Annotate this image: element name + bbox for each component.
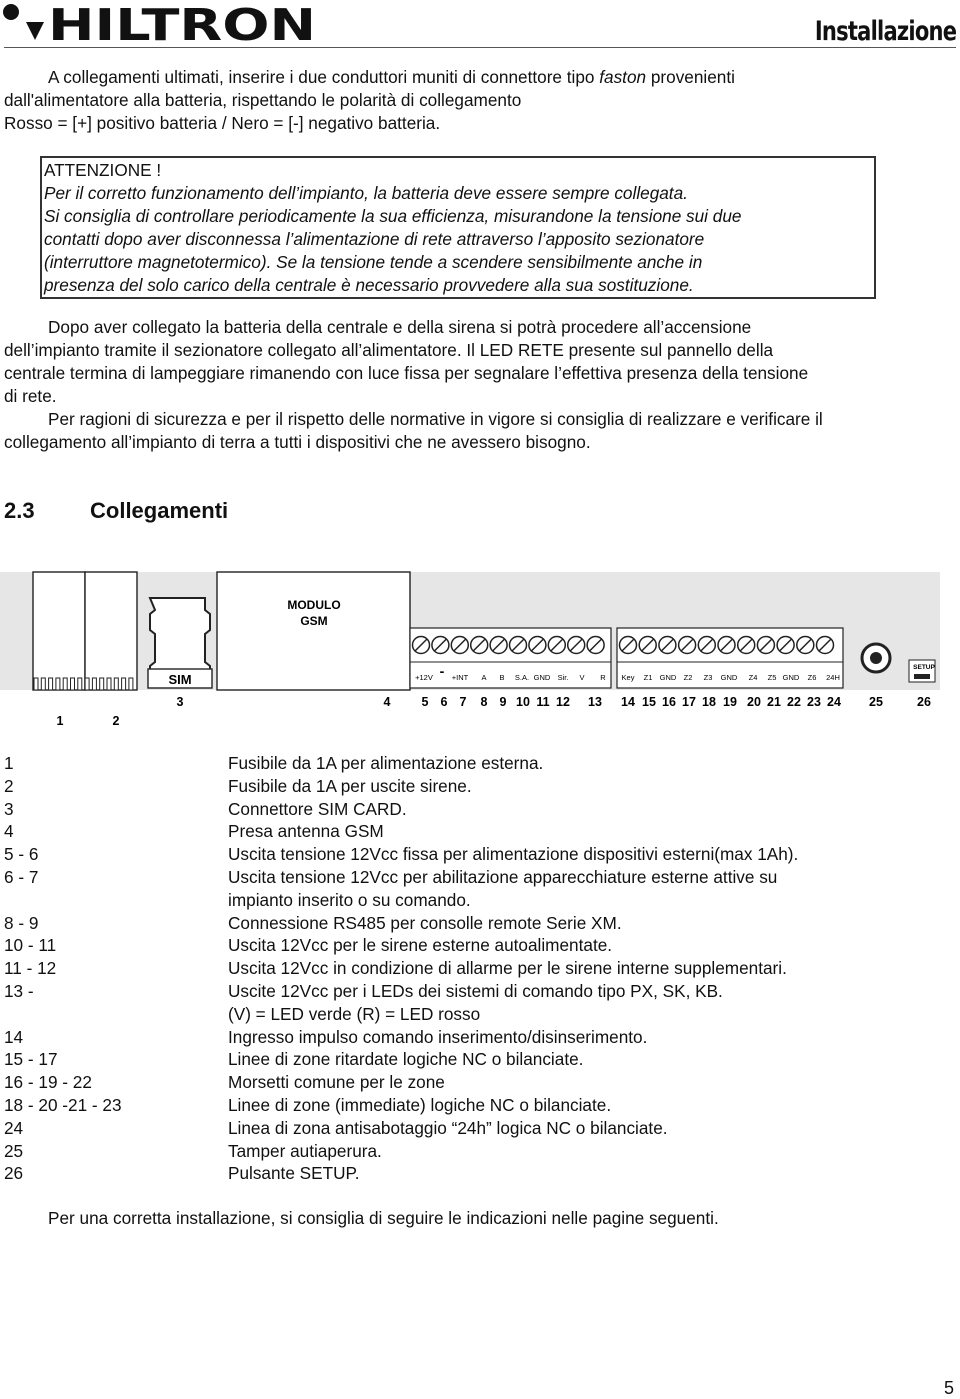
header-rule <box>4 47 956 48</box>
legend-row <box>4 1094 956 1117</box>
intro-paragraph <box>4 66 956 135</box>
fuse-holder-1 <box>33 572 85 690</box>
warning-line: (interruttore magnetotermico). Se la tensione tende a scendere sensibilmente anche in <box>44 252 703 272</box>
terminal-screw-icon <box>471 637 488 654</box>
legend-row <box>4 798 956 821</box>
intro-line-1: A collegamenti ultimati, inserire i due conduttori muniti di connettore tipo faston provenienti <box>48 67 735 87</box>
legend-text: Connessione RS485 per consolle remote Serie XM. <box>228 912 622 933</box>
legend-text: Tamper autiaperura. <box>228 1140 382 1161</box>
fuse-pin <box>78 678 82 690</box>
terminal-screw-icon <box>568 637 585 654</box>
warning-box <box>40 156 876 299</box>
legend-row <box>4 1048 956 1071</box>
terminal-label: B <box>499 673 505 682</box>
terminal-label: Z5 <box>767 673 777 682</box>
body-line: Per ragioni di sicurezza e per il rispetto delle normative in vigore si consiglia di realizzare e verificare il <box>48 409 823 429</box>
component-number: 6 <box>440 695 448 709</box>
terminal-label: GND <box>533 673 551 682</box>
section-heading <box>4 498 228 524</box>
body-line: di rete. <box>4 386 57 406</box>
legend-key: 26 <box>4 1163 24 1184</box>
fuse-pin <box>114 678 118 690</box>
legend-list <box>4 752 956 1185</box>
legend-row <box>4 980 956 1003</box>
legend-key: 16 - 19 - 22 <box>4 1072 92 1093</box>
component-number: 3 <box>176 695 184 709</box>
terminal-label: Z6 <box>807 673 817 682</box>
component-number: 23 <box>807 695 821 709</box>
legend-text: Uscita tensione 12Vcc per abilitazione apparecchiature esterne attive su <box>228 866 778 887</box>
terminal-screw-icon <box>490 637 507 654</box>
terminal-label: V <box>579 673 585 682</box>
terminal-label: GND <box>659 673 677 682</box>
logo-text: HILTRON <box>48 0 316 50</box>
fuse-pin <box>107 678 111 690</box>
legend-key: 3 <box>4 798 14 819</box>
section-number: 2.3 <box>4 498 35 523</box>
logo-triangle-icon <box>26 22 44 40</box>
component-number: 21 <box>767 695 781 709</box>
legend-key: 18 - 20 -21 - 23 <box>4 1094 122 1115</box>
legend-key: 10 - 11 <box>4 935 57 956</box>
gsm-module <box>217 572 410 690</box>
component-number: 26 <box>917 695 931 709</box>
terminal-label: Z4 <box>748 673 758 682</box>
component-number: 15 <box>642 695 656 709</box>
warning-line: Si consiglia di controllare periodicamente la sua efficienza, misurandone la tensione sui due <box>44 206 742 226</box>
gsm-module-label-1: MODULO <box>287 598 341 612</box>
fuse-pin <box>122 678 126 690</box>
terminal-screw-icon <box>659 637 676 654</box>
legend-text: Uscita 12Vcc per le sirene esterne autoalimentate. <box>228 935 613 956</box>
gsm-module-label-2: GSM <box>300 614 328 628</box>
terminal-label: - <box>439 663 445 679</box>
legend-key: 11 - 12 <box>4 958 57 979</box>
body-paragraph-2 <box>4 408 956 454</box>
legend-text: Pulsante SETUP. <box>228 1163 360 1184</box>
legend-key: 15 - 17 <box>4 1049 58 1070</box>
legend-key: 1 <box>4 753 14 773</box>
legend-key: 2 <box>4 775 14 796</box>
warning-line: presenza del solo carico della centrale è necessario provvedere alla sua sostituzione. <box>44 275 694 295</box>
legend-text: Uscite 12Vcc per i LEDs dei sistemi di comando tipo PX, SK, KB. <box>228 980 723 1001</box>
component-number: 9 <box>499 695 507 709</box>
terminal-screw-icon <box>817 637 834 654</box>
legend-key: 14 <box>4 1026 24 1047</box>
fuse-pin <box>129 678 133 690</box>
legend-row <box>4 1071 956 1094</box>
component-number: 11 <box>536 695 550 709</box>
terminal-label: Key <box>621 673 635 682</box>
component-number: 25 <box>869 695 883 709</box>
fuse-pin <box>85 678 89 690</box>
intro-line-2: dall'alimentatore alla batteria, rispettando le polarità di collegamento <box>4 90 522 110</box>
terminal-label: Sir. <box>557 673 569 682</box>
legend-key: 6 - 7 <box>4 866 39 887</box>
legend-text: Presa antenna GSM <box>228 821 384 842</box>
component-number: 14 <box>621 695 635 709</box>
body-line: dell’impianto tramite il sezionatore collegato all’alimentatore. Il LED RETE presente sul pannello della <box>4 340 774 360</box>
terminal-label: S.A. <box>514 673 530 682</box>
body-paragraph-1 <box>4 316 956 408</box>
legend-text: Linea di zona antisabotaggio “24h” logica NC o bilanciate. <box>228 1117 668 1138</box>
terminal-label: GND <box>782 673 800 682</box>
fuse-holder-2 <box>85 572 137 690</box>
legend-text: impianto inserito o su comando. <box>228 889 471 910</box>
legend-text: Fusibile da 1A per uscite sirene. <box>228 775 472 796</box>
legend-row <box>4 752 956 775</box>
fuse-pin <box>34 678 38 690</box>
terminal-label: R <box>600 673 606 682</box>
legend-row <box>4 934 956 957</box>
component-number: 13 <box>588 695 602 709</box>
terminal-screw-icon <box>698 637 715 654</box>
logo-dot-icon <box>3 4 19 20</box>
legend-row <box>4 1162 956 1185</box>
legend-row <box>4 866 956 889</box>
fuse-pin <box>63 678 67 690</box>
page-number: 5 <box>943 1378 954 1398</box>
terminal-screw-icon <box>510 637 527 654</box>
terminal-screw-icon <box>797 637 814 654</box>
warning-title: ATTENZIONE ! <box>44 160 162 180</box>
terminal-label: +INT <box>451 673 469 682</box>
component-number: 1 <box>56 714 64 728</box>
terminal-label: A <box>481 673 487 682</box>
hiltron-logo <box>0 0 320 50</box>
setup-button <box>914 674 930 679</box>
legend-key: 13 - <box>4 980 34 1001</box>
legend-text: (V) = LED verde (R) = LED rosso <box>228 1003 481 1024</box>
fuse-pin <box>49 678 53 690</box>
terminal-screw-icon <box>529 637 546 654</box>
sim-label: SIM <box>168 672 192 687</box>
legend-text: Uscita 12Vcc in condizione di allarme per le sirene interne supplementari. <box>228 958 787 979</box>
legend-row <box>4 775 956 798</box>
terminal-screw-icon <box>620 637 637 654</box>
terminal-screw-icon <box>587 637 604 654</box>
legend-row <box>4 1140 956 1163</box>
component-number: 18 <box>702 695 716 709</box>
terminal-screw-icon <box>757 637 774 654</box>
legend-key: 24 <box>4 1117 24 1138</box>
fuse-pin <box>71 678 75 690</box>
terminal-screw-icon <box>718 637 735 654</box>
legend-key: 25 <box>4 1140 24 1161</box>
legend-row <box>4 957 956 980</box>
legend-row <box>4 1003 956 1026</box>
body-line: centrale termina di lampeggiare rimanendo con luce fissa per segnalare l’effettiva presenza della tensione <box>4 363 809 383</box>
legend-text: Uscita tensione 12Vcc fissa per alimentazione dispositivi esterni(max 1Ah). <box>228 844 799 865</box>
fuse-pin <box>41 678 45 690</box>
terminal-screw-icon <box>679 637 696 654</box>
component-number: 5 <box>421 695 429 709</box>
footer-note: Per una corretta installazione, si consiglia di seguire le indicazioni nelle pagine seguenti. <box>48 1208 719 1228</box>
legend-key: 4 <box>4 821 14 842</box>
legend-key: 8 - 9 <box>4 912 39 933</box>
section-title: Installazione <box>814 16 956 47</box>
terminal-screw-icon <box>413 637 430 654</box>
component-number: 7 <box>459 695 467 709</box>
legend-row <box>4 843 956 866</box>
terminal-label: 24H <box>826 673 840 682</box>
terminal-screw-icon <box>777 637 794 654</box>
section-heading-title: Collegamenti <box>90 498 229 523</box>
legend-row <box>4 1117 956 1140</box>
component-number: 4 <box>383 695 391 709</box>
legend-key: 5 - 6 <box>4 844 39 865</box>
legend-row <box>4 820 956 843</box>
warning-line: contatti dopo aver disconnessa l’alimentazione di rete attraverso l’apposito sezionatore <box>44 229 705 249</box>
terminal-label: Z2 <box>683 673 693 682</box>
terminal-screw-icon <box>639 637 656 654</box>
component-number: 8 <box>480 695 488 709</box>
setup-label: SETUP <box>913 664 935 671</box>
legend-row <box>4 1026 956 1049</box>
component-number: 12 <box>556 695 570 709</box>
terminal-label: +12V <box>415 673 433 682</box>
component-number: 20 <box>747 695 761 709</box>
legend-text: Linee di zone ritardate logiche NC o bilanciate. <box>228 1049 584 1070</box>
body-line: collegamento all’impianto di terra a tutti i dispositivi che ne avessero bisogno. <box>4 432 591 452</box>
legend-text: Linee di zone (immediate) logiche NC o bilanciate. <box>228 1094 612 1115</box>
terminal-screw-icon <box>432 637 449 654</box>
component-number: 19 <box>723 695 737 709</box>
component-number: 24 <box>827 695 841 709</box>
warning-line: Per il corretto funzionamento dell’impianto, la batteria deve essere sempre collegata. <box>44 183 688 203</box>
legend-row <box>4 889 956 912</box>
board-diagram <box>0 570 960 730</box>
legend-text: Fusibile da 1A per alimentazione esterna. <box>228 753 544 773</box>
legend-text: Morsetti comune per le zone <box>228 1072 445 1093</box>
terminal-screw-icon <box>451 637 468 654</box>
legend-text: Connettore SIM CARD. <box>228 798 407 819</box>
fuse-pin <box>56 678 60 690</box>
component-number: 17 <box>682 695 696 709</box>
component-number: 2 <box>112 714 120 728</box>
component-number: 10 <box>516 695 530 709</box>
terminal-label: GND <box>720 673 738 682</box>
legend-text: Ingresso impulso comando inserimento/disinserimento. <box>228 1026 648 1047</box>
fuse-pin <box>100 678 104 690</box>
legend-row <box>4 912 956 935</box>
body-line: Dopo aver collegato la batteria della centrale e della sirena si potrà procedere all’accensione <box>48 317 752 337</box>
terminal-screw-icon <box>738 637 755 654</box>
fuse-pin <box>92 678 96 690</box>
terminal-screw-icon <box>548 637 565 654</box>
component-number: 16 <box>662 695 676 709</box>
component-number: 22 <box>787 695 801 709</box>
terminal-label: Z3 <box>703 673 713 682</box>
terminal-label: Z1 <box>643 673 653 682</box>
intro-line-3: Rosso = [+] positivo batteria / Nero = [-] negativo batteria. <box>4 113 441 133</box>
